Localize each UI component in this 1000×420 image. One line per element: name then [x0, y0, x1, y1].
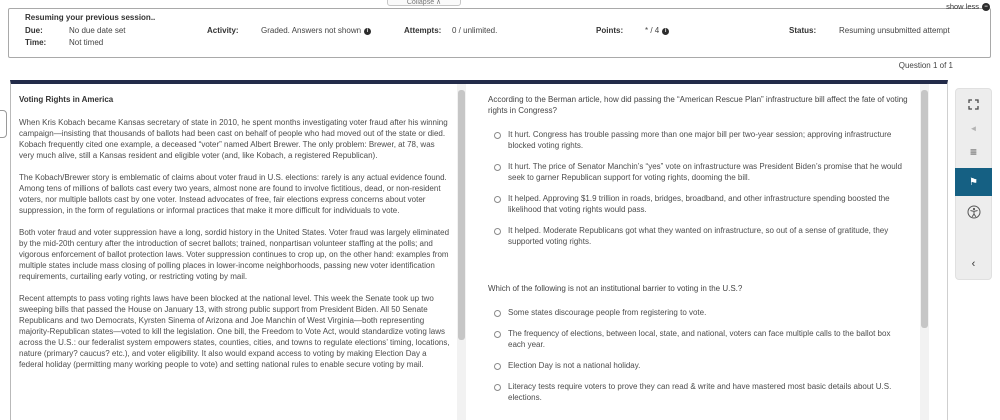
option-label: The frequency of elections, between local, state, and national, voters can face multiple calls to the ballot box each year. [508, 329, 891, 349]
attempts-label: Attempts: [404, 26, 442, 35]
passage-scrollbar-thumb[interactable] [458, 90, 465, 340]
option-label: Election Day is not a national holiday. [508, 361, 641, 370]
points-value [645, 26, 669, 35]
question-1-option-3[interactable] [488, 193, 916, 215]
collapse-toolbar-button[interactable] [956, 256, 991, 272]
status-value: Resuming unsubmitted attempt [839, 26, 950, 35]
attempts-value: 0 / unlimited. [452, 26, 498, 35]
fullscreen-icon [968, 99, 979, 110]
passage-paragraph: Recent attempts to pass voting rights laws have been blocked at the national level. This week the Senate took up two sweeping bills that passed the House on January 13, with strong public support from President Biden. All 50 Senate Republicans and two Democrats, Kyrsten Sinema of Arizona and Joe Manchin of West Virginia—both representing majority-Republican states—voted to kill the legislation. One bill, the Freedom to Vote Act, would standardize voting laws across the U.S.: our federalist system empowers states, counties, cities, and towns to regulate elections’ timing, locations, nature (primary? caucus? etc.), and voter eligibility. It also would expand access to voting by making Election Day a federal holiday (permitting many working people to vote) and setting national rules to enable secure voting by mail. [19, 294, 450, 369]
session-note: Resuming your previous session.. [25, 13, 156, 22]
passage-pane [11, 84, 457, 420]
status-label: Status: [789, 26, 817, 35]
session-summary-panel [8, 8, 991, 58]
passage-scrollbar[interactable] [457, 84, 466, 420]
flag-question-button-active[interactable] [955, 168, 992, 196]
radio-button[interactable] [494, 132, 501, 139]
question-2-option-4[interactable] [488, 381, 916, 403]
due-value: No due date set [69, 26, 126, 35]
radio-button[interactable] [494, 196, 501, 203]
question-2-prompt: Which of the following is not an institutional barrier to voting in the U.S.? [488, 284, 743, 293]
time-value: Not timed [69, 38, 104, 47]
question-2-option-3[interactable] [488, 360, 916, 371]
question-scrollbar[interactable] [920, 84, 929, 420]
due-label: Due: [25, 26, 43, 35]
info-icon[interactable]: i [364, 28, 371, 35]
passage-title: Voting Rights in America [19, 95, 114, 104]
question-1-prompt: According to the Berman article, how did passing the “American Rescue Plan” infrastructure bill affect the fate of voting rights in Congress? [488, 95, 908, 115]
radio-button[interactable] [494, 228, 501, 235]
option-label: It helped. Approving $1.9 trillion in roads, bridges, broadband, and other infrastructure spending boosted the likelihood that voting rights would pass. [508, 194, 890, 214]
show-less-toggle[interactable] [946, 2, 990, 11]
menu-icon: ≡ [969, 145, 977, 159]
activity-value-text: Graded. Answers not shown [261, 26, 362, 35]
activity-label: Activity: [207, 26, 239, 35]
chevron-left-icon: ‹ [971, 258, 976, 270]
accessibility-icon [967, 205, 981, 219]
info-icon[interactable]: i [662, 28, 669, 35]
passage-paragraph: When Kris Kobach became Kansas secretary of state in 2010, he spent months investigating voter fraud after his winning campaign—insisting that thousands of ballots had been cast on behalf of people who had moved out of the state or died. Kobach frequently cited one example, a deceased “voter” named Albert Brewer. The only problem: Brewer, at 78, was very much alive, still a Kansas resident and eligible voter (and, like Kobach, a registered Republican). [19, 118, 448, 160]
radio-button[interactable] [494, 363, 501, 370]
minus-circle-icon: − [982, 3, 990, 11]
option-label: It hurt. Congress has trouble passing more than one major bill per two-year session; approving infrastructure blocked voting rights. [508, 130, 892, 150]
points-label: Points: [596, 26, 624, 35]
question-counter: Question 1 of 1 [898, 61, 953, 70]
radio-button[interactable] [494, 331, 501, 338]
collapse-header-button[interactable]: Collapse ∧ [387, 0, 461, 6]
option-label: Literacy tests require voters to prove they can read & write and have mastered most basic details about U.S. elections. [508, 382, 892, 402]
question-1-option-2[interactable] [488, 161, 916, 183]
radio-button[interactable] [494, 384, 501, 391]
accessibility-button[interactable] [956, 204, 991, 220]
option-label: Some states discourage people from registering to vote. [508, 308, 707, 317]
question-scrollbar-thumb[interactable] [921, 90, 928, 328]
question-2-option-2[interactable] [488, 328, 916, 350]
points-value-text: * / 4 [645, 26, 660, 35]
quiz-panel [10, 80, 948, 420]
flag-icon: ⚑ [969, 176, 978, 188]
passage-paragraph: The Kobach/Brewer story is emblematic of claims about voter fraud in U.S. elections: rarely is any actual evidence found. Among tens of millions of ballots cast every two years, almost none are found to involve fictitious, dead, or non-resident voters, nor multiple ballots cast by one voter. Instead advocates of free, fair elections express concerns about voter suppression, in the form of regulations or informal practices that make it more difficult for individuals to vote. [19, 173, 447, 215]
fullscreen-button[interactable] [956, 96, 991, 112]
pane-divider [466, 84, 480, 420]
show-less-label: show less [946, 2, 979, 11]
left-panel-handle[interactable] [0, 110, 7, 138]
radio-button[interactable] [494, 164, 501, 171]
question-pane [480, 84, 920, 420]
quiz-toolbar [955, 88, 992, 280]
question-1-option-1[interactable] [488, 129, 916, 151]
triangle-left-icon: ◄ [969, 123, 978, 133]
question-2-option-1[interactable] [488, 307, 916, 318]
activity-value [261, 26, 371, 35]
option-label: It helped. Moderate Republicans got what they wanted on infrastructure, so out of a sense of gratitude, they supported voting rights. [508, 226, 889, 246]
time-label: Time: [25, 38, 47, 47]
previous-button[interactable] [956, 120, 991, 136]
passage-paragraph: Both voter fraud and voter suppression have a long, sordid history in the United States. Voter fraud was largely eliminated by the mid-20th century after the introduction of secret ballots; trained, nonpartisan volunteer staffing at the polls; and vigorous enforcement of ballot protection laws. Voter suppression continues to crop up, on the other hand: examples from multiple states include mass closing of polling places in lower-income neighborhoods, passing new voter identification requirements, curtailing early voting, or restricting voting by mail. [19, 228, 450, 281]
option-label: It hurt. The price of Senator Manchin’s “yes” vote on infrastructure was President Biden’s promise that he would seek to garner Republican support for voting rights, dooming the bill. [508, 162, 902, 182]
question-1-option-4[interactable] [488, 225, 916, 247]
radio-button[interactable] [494, 310, 501, 317]
question-menu-button[interactable] [956, 144, 991, 160]
